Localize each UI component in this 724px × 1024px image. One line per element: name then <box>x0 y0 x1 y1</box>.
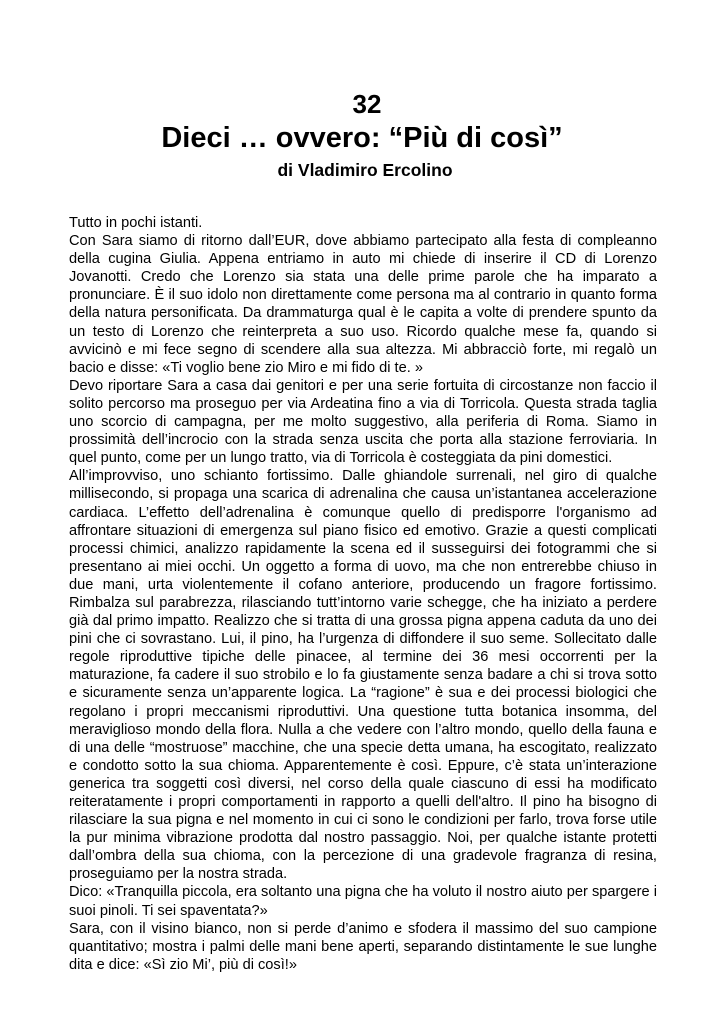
paragraph: Sara, con il visino bianco, non si perde d’animo e sfodera il massimo del suo campione quantitativo; mostra i palmi delle mani bene aperti, separando distintamente le sue lunghe dita e dice: «Sì zio Mi’, più di così!» <box>69 920 657 973</box>
story-body <box>69 214 657 974</box>
paragraph: Dico: «Tranquilla piccola, era soltanto una pigna che ha voluto il nostro aiuto per spargere i suoi pinoli. Ti sei spaventata?» <box>69 884 657 919</box>
chapter-title: Dieci … ovvero: “Più di così” <box>161 122 563 154</box>
chapter-number: 32 <box>352 89 382 119</box>
chapter-heading <box>0 88 724 182</box>
paragraph: All’improvviso, uno schianto fortissimo. Dalle ghiandole surrenali, nel giro di qualche millisecondo, si propaga una scarica di adrenalina che causa un’istantanea accelerazione cardiaca. L’effetto dell’adrenalina è comunque quello di predisporre l'organismo ad affrontare situazioni di emergenza sul piano fisico ed emotivo. Grazie a questi complicati processi chimici, analizzo rapidamente la scena ed il susseguirsi dei fotogrammi che si presentano ai miei occhi. Un oggetto a forma di uovo, ma che non entrerebbe chiuso in due mani, urta violentemente il cofano anteriore, producendo un fragore fortissimo. Rimbalza sul parabrezza, rilasciando tutt’intorno varie schegge, che ha iniziato a perdere già dal primo impatto. Realizzo che si tratta di una grossa pigna appena caduta da uno dei pini che ci sovrastano. Lui, il pino, ha l’urgenza di diffondere il suo seme. Sollecitato dalle regole riproduttive tipiche delle pinacee, al termine dei 36 mesi occorrenti per la maturazione, fa cadere il suo strobilo e lo fa giustamente senza badare a chi si trova sotto e sicuramente senza un’apparente logica. La “ragione” è sua e dei processi biologici che regolano i propri meccanismi riproduttivi. Una questione tutta botanica insomma, del meraviglioso mondo della flora. Nulla a che vedere con l’altro mondo, quello della fauna e di una delle “mostruose” macchine, che una specie detta umana, ha escogitato, realizzato e condotto sotto la sua chioma. Apparentemente è così. Eppure, c’è stata un’interazione generica tra soggetti così diversi, nel corso della quale ciascuno di essi ha modificato reiteratamente i propri comportamenti in rapporto a quelli dell'altro. Il pino ha bisogno di rilasciare la sua pigna e nel momento in cui ci sono le condizioni per farlo, trova forse utile la pur minima vibrazione prodotta dal nostro passaggio. Noi, per qualche istante protetti dall’ombra della sua chioma, con la percezione di una gradevole fragranza di resina, proseguiamo per la nostra strada. <box>69 468 657 883</box>
paragraph: Con Sara siamo di ritorno dall’EUR, dove abbiamo partecipato alla festa di compleanno della cugina Giulia. Appena entriamo in auto mi chiede di inserire il CD di Lorenzo Jovanotti. Credo che Lorenzo sia stata una delle prime parole che ha imparato a pronunciare. È il suo idolo non direttamente come persona ma al contrario in quanto forma della natura personificata. Da drammaturga qual è le capita a volte di prendere spunto da un testo di Lorenzo che reinterpreta a suo uso. Ricordo qualche mese fa, quando si avvicinò e mi fece segno di scendere alla sua altezza. Mi abbracciò forte, mi regalò un bacio e disse: «Ti voglio bene zio Miro e mi fido di te. » <box>69 233 657 376</box>
paragraph: Tutto in pochi istanti. <box>69 215 203 231</box>
paragraph: Devo riportare Sara a casa dai genitori e per una serie fortuita di circostanze non faccio il solito percorso ma proseguo per via Ardeatina fino a via di Torricola. Questa strada taglia uno scorcio di campagna, per me molto suggestivo, alla periferia di Roma. Siamo in prossimità dell’incrocio con la strada senza uscita che porta alla stazione ferroviaria. In quel punto, come per un lungo tratto, via di Torricola è costeggiata da pini domestici. <box>69 377 657 467</box>
author-line: di Vladimiro Ercolino <box>277 160 453 180</box>
